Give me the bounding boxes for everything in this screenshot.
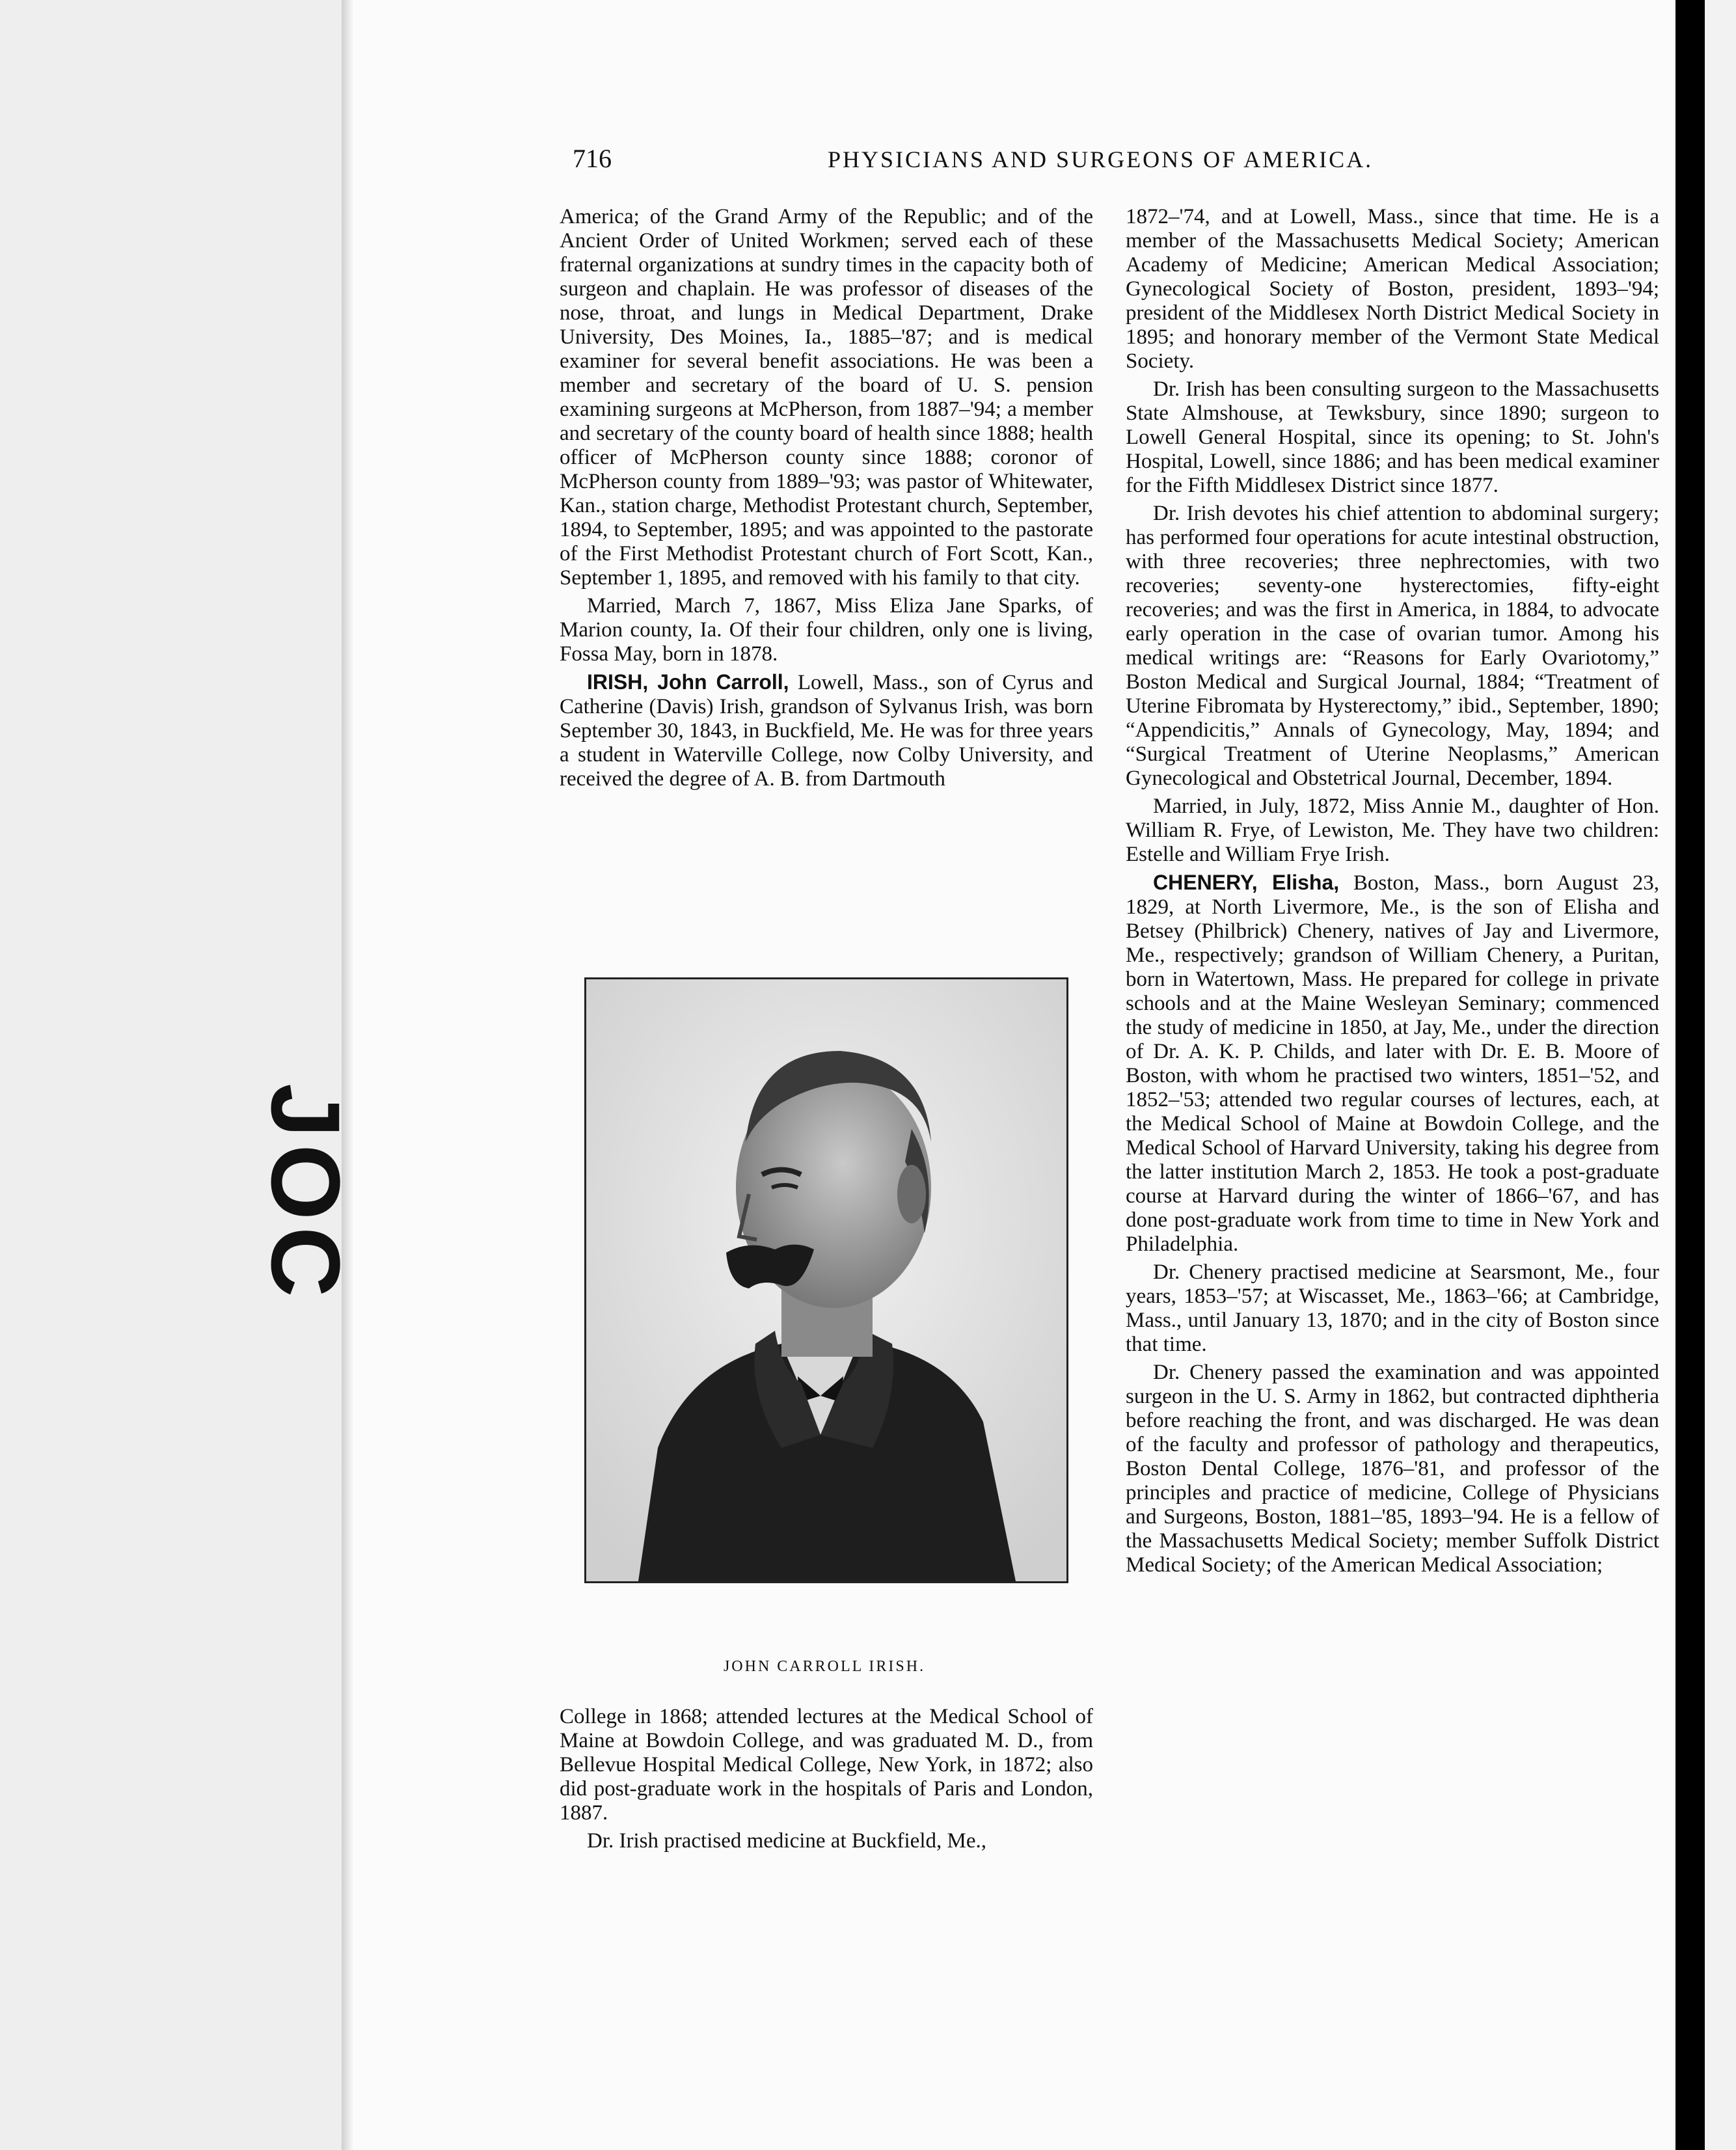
page-header xyxy=(573,143,1418,182)
left-column-continued xyxy=(560,1705,1093,1853)
paragraph: Dr. Irish has been consulting surgeon to the Massachusetts State Almshouse, at Tewksbury, since 1890; surgeon to Lowell General Hospital, since its opening; to St. John's Hospital, Lowell, since 1886; and has been medical examiner for the Fifth Middlesex District since 1877. xyxy=(1126,377,1659,497)
paragraph: Dr. Chenery practised medicine at Searsmont, Me., four years, 1853–'57; at Wiscasset, Me., 1863–'66; at Cambridge, Mass., until January 13, 1870; and in the city of Boston since that time. xyxy=(1126,1260,1659,1356)
entry-irish xyxy=(560,670,1093,791)
paragraph: Dr. Irish devotes his chief attention to abdominal surgery; has performed four operations for acute intestinal obstruction, with three recoveries; three nephrectomies, with two recoveries; seventy-one hysterectomies, fifty-eight recoveries; and was the first in America, in 1884, to advocate early operation in the case of ovarian tumor. Among his medical writings are: “Reasons for Early Ovariotomy,” Boston Medical and Surgical Journal, 1884; “Treatment of Uterine Fibromata by Hysterectomy,” ibid., September, 1890; “Appendicitis,” Annals of Gynecology, May, 1894; and “Surgical Treatment of Uterine Neoplasms,” American Gynecological and Obstetrical Journal, December, 1894. xyxy=(1126,502,1659,790)
portrait-photo xyxy=(584,977,1068,1583)
page-number: 716 xyxy=(573,144,612,173)
paragraph: College in 1868; attended lectures at the Medical School of Maine at Bowdoin College, and was graduated M. D., from Bellevue Hospital Medical College, New York, in 1872; also did post-graduate work in the hospitals of Paris and London, 1887. xyxy=(560,1705,1093,1825)
paragraph: Dr. Irish practised medicine at Buckfield, Me., xyxy=(587,1829,986,1853)
running-title: PHYSICIANS AND SURGEONS OF AMERICA. xyxy=(828,146,1374,172)
margin-mark xyxy=(127,1083,348,1168)
left-column xyxy=(560,205,1093,791)
portrait-illustration xyxy=(586,979,1066,1581)
paragraph: Dr. Chenery passed the examination and was appointed surgeon in the U. S. Army in 1862, but contracted diphtheria before reaching the front, and was discharged. He was dean of the faculty and professor of pathology and therapeutics, Boston Dental College, 1876–'81, and professor of the principles and practice of medicine, College of Physicians and Surgeons, Boston, 1881–'85, 1893–'94. He is a fellow of the Massachusetts Medical Society; member Suffolk District Medical Society; of the American Medical Association; xyxy=(1126,1361,1659,1577)
entry-name: IRISH, John Carroll, xyxy=(587,670,789,694)
entry-text: Boston, Mass., born August 23, 1829, at North Livermore, Me., is the son of Elisha and Betsey (Philbrick) Chenery, natives of Jay and Livermore, Me., respectively; grandson of William Chenery, a Puritan, born in Watertown, Mass. He prepared for college in private schools and at the Maine Wesleyan Seminary; commenced the study of medicine in 1850, at Jay, Me., under the direction of Dr. A. K. P. Childs, and later with Dr. E. B. Moore of Boston, with whom he practised two winters, 1851–'52, and 1852–'53; attended two regular courses of lectures, each, at the Medical School of Maine at Bowdoin College, and the Medical School of Harvard University, taking his degree from the latter institution March 2, 1853. He took a post-graduate course at Harvard during the winter of 1866–'67, and has done post-graduate work from time to time in New York and Philadelphia. xyxy=(1126,871,1659,1256)
paragraph: America; of the Grand Army of the Republic; and of the Ancient Order of United Workmen; served each of these fraternal organizations at sundry times in the capacity both of surgeon and chaplain. He was professor of diseases of the nose, throat, and lungs in Medical Department, Drake University, Des Moines, Ia., 1885–'87; and is medical examiner for several benefit associations. He was been a member and secretary of the board of U. S. pension examining surgeons at McPherson, from 1887–'94; a member and secretary of the county board of health since 1888; health officer of McPherson county since 1888; coronor of McPherson county from 1889–'93; was pastor of Whitewater, Kan., station charge, Methodist Protestant church, September, 1894, to September, 1895; and was appointed to the pastorate of the First Methodist Protestant church of Fort Scott, Kan., September 1, 1895, and removed with his family to that city. xyxy=(560,205,1093,590)
entry-name: CHENERY, Elisha, xyxy=(1153,871,1340,894)
right-column xyxy=(1126,205,1659,1577)
page-edge-gap xyxy=(1675,0,1705,2150)
paragraph: Married, in July, 1872, Miss Annie M., daughter of Hon. William R. Frye, of Lewiston, Me. They have two children: Estelle and William Frye Irish. xyxy=(1126,795,1659,866)
facing-page-left xyxy=(0,0,342,2150)
entry-text: Lowell, Mass., son of Cyrus and Catherine (Davis) Irish, grandson of Sylvanus Irish, was born September 30, 1843, in Buckfield, Me. He was for three years a student in Waterville College, now Colby University, and received the degree of A. B. from Dartmouth xyxy=(560,671,1094,791)
facing-page-right-edge xyxy=(1705,0,1736,2150)
entry-chenery xyxy=(1126,871,1659,1257)
paragraph: Married, March 7, 1867, Miss Eliza Jane Sparks, of Marion county, Ia. Of their four children, only one is living, Fossa May, born in 1878. xyxy=(560,594,1093,666)
paragraph: 1872–'74, and at Lowell, Mass., since that time. He is a member of the Massachusetts Medical Society; American Academy of Medicine; American Medical Association; Gynecological Society of Boston, president, 1893–'94; president of the Middlesex North District Medical Society in 1895; and honorary member of the Vermont State Medical Society. xyxy=(1126,205,1659,373)
gutter-shadow xyxy=(342,0,355,2150)
portrait-caption: JOHN CARROLL IRISH. xyxy=(723,1658,926,1675)
